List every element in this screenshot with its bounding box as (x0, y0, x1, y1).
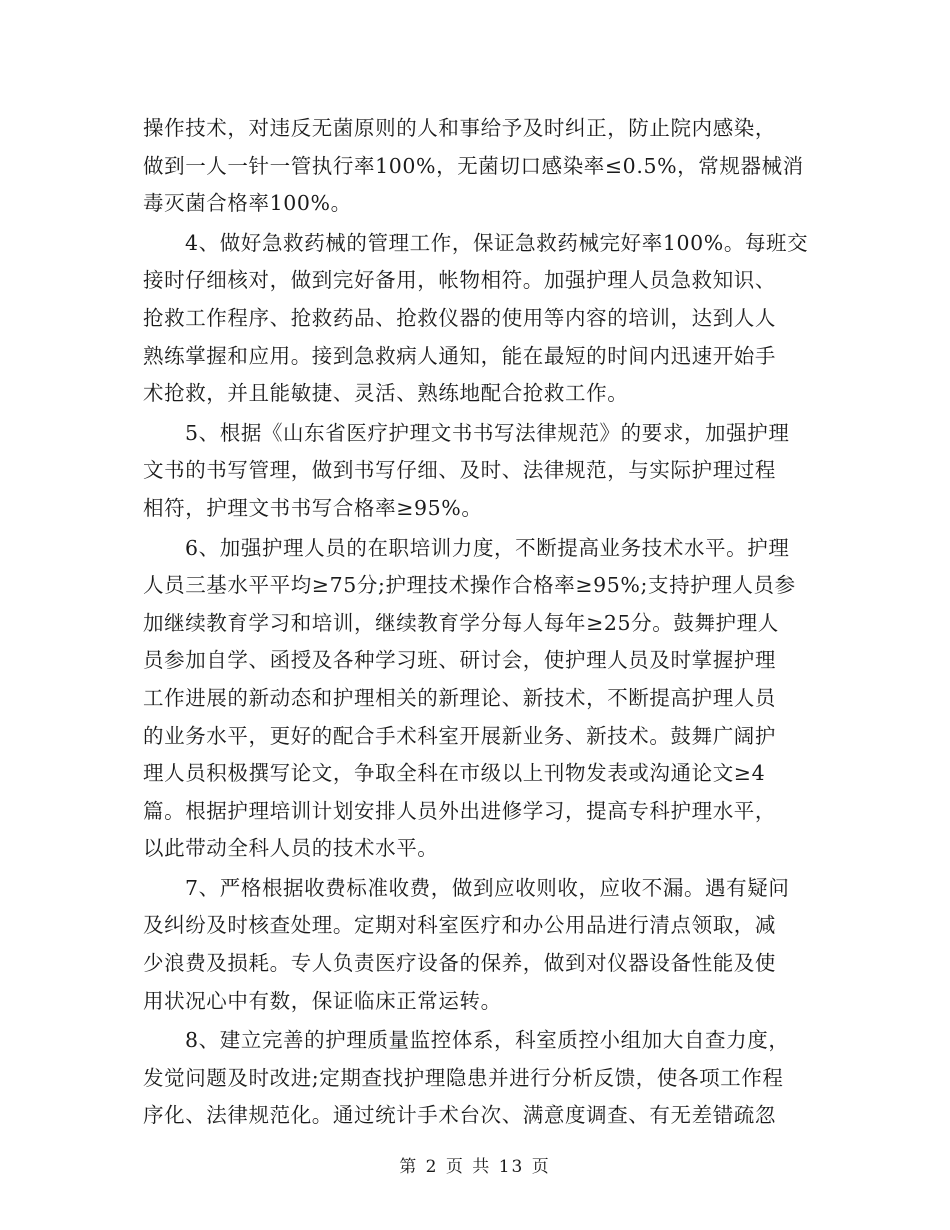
paragraph-line: 理人员积极撰写论文，争取全科在市级以上刊物发表或沟通论文≥4 (143, 761, 766, 786)
paragraph-line: 熟练掌握和应用。接到急救病人通知，能在最短的时间内迅速开始手 (143, 343, 776, 368)
paragraph-line: 5、根据《山东省医疗护理文书书写法律规范》的要求，加强护理 (185, 420, 790, 445)
paragraph-line: 相符，护理文书书写合格率≥95%。 (143, 495, 483, 520)
paragraph-2 (143, 225, 808, 413)
page-number-footer: 第 2 页 共 13 页 (399, 1157, 551, 1177)
paragraph-5 (143, 870, 808, 1020)
paragraph-line: 8、建立完善的护理质量监控体系，科室质控小组加大自查力度， (185, 1028, 790, 1053)
paragraph-line: 发觉问题及时改进;定期查找护理隐患并进行分析反馈，使各项工作程 (143, 1065, 784, 1090)
paragraph-line: 6、加强护理人员的在职培训力度，不断提高业务技术水平。护理 (185, 535, 790, 560)
paragraph-line: 少浪费及损耗。专人负责医疗设备的保养，做到对仪器设备性能及使 (143, 951, 776, 976)
paragraph-line: 用状况心中有数，保证临床正常运转。 (143, 988, 502, 1013)
paragraph-line: 及纠纷及时核查处理。定期对科室医疗和办公用品进行清点领取，减 (143, 913, 776, 938)
paragraph-line: 的业务水平，更好的配合手术科室开展新业务、新技术。鼓舞广阔护 (143, 723, 776, 748)
paragraph-line: 操作技术，对违反无菌原则的人和事给予及时纠正，防止院内感染， (143, 116, 776, 140)
paragraph-line: 篇。根据护理培训计划安排人员外出进修学习，提高专科护理水平， (143, 798, 776, 823)
paragraph-line: 以此带动全科人员的技术水平。 (143, 836, 439, 861)
paragraph-line: 序化、法律规范化。通过统计手术台次、满意度调查、有无差错疏忽 (143, 1103, 776, 1128)
paragraph-6 (143, 1022, 808, 1135)
paragraph-1 (143, 110, 808, 223)
paragraph-line: 4、做好急救药械的管理工作，保证急救药械完好率100%。每班交 (185, 230, 809, 255)
paragraph-line: 抢救工作程序、抢救药品、抢救仪器的使用等内容的培训，达到人人 (143, 305, 776, 330)
paragraph-4 (143, 530, 808, 868)
paragraph-3 (143, 415, 808, 528)
paragraph-line: 人员三基水平平均≥75分;护理技术操作合格率≥95%;支持护理人员参 (143, 573, 796, 598)
paragraph-line: 员参加自学、函授及各种学习班、研讨会，使护理人员及时掌握护理 (143, 648, 776, 673)
paragraph-line: 文书的书写管理，做到书写仔细、及时、法律规范，与实际护理过程 (143, 458, 776, 483)
paragraph-line: 术抢救，并且能敏捷、灵活、熟练地配合抢救工作。 (143, 381, 629, 406)
paragraph-line: 接时仔细核对，做到完好备用，帐物相符。加强护理人员急救知识、 (143, 268, 776, 293)
paragraph-line: 工作进展的新动态和护理相关的新理论、新技术，不断提高护理人员 (143, 685, 776, 710)
paragraph-line: 做到一人一针一管执行率100%，无菌切口感染率≤0.5%，常规器械消 (143, 153, 804, 178)
paragraph-line: 毒灭菌合格率100%。 (143, 191, 352, 216)
paragraph-line: 加继续教育学习和培训，继续教育学分每人每年≥25分。鼓舞护理人 (143, 610, 779, 635)
document-body (143, 110, 808, 1137)
paragraph-line: 7、严格根据收费标准收费，做到应收则收，应收不漏。遇有疑问 (185, 875, 790, 900)
